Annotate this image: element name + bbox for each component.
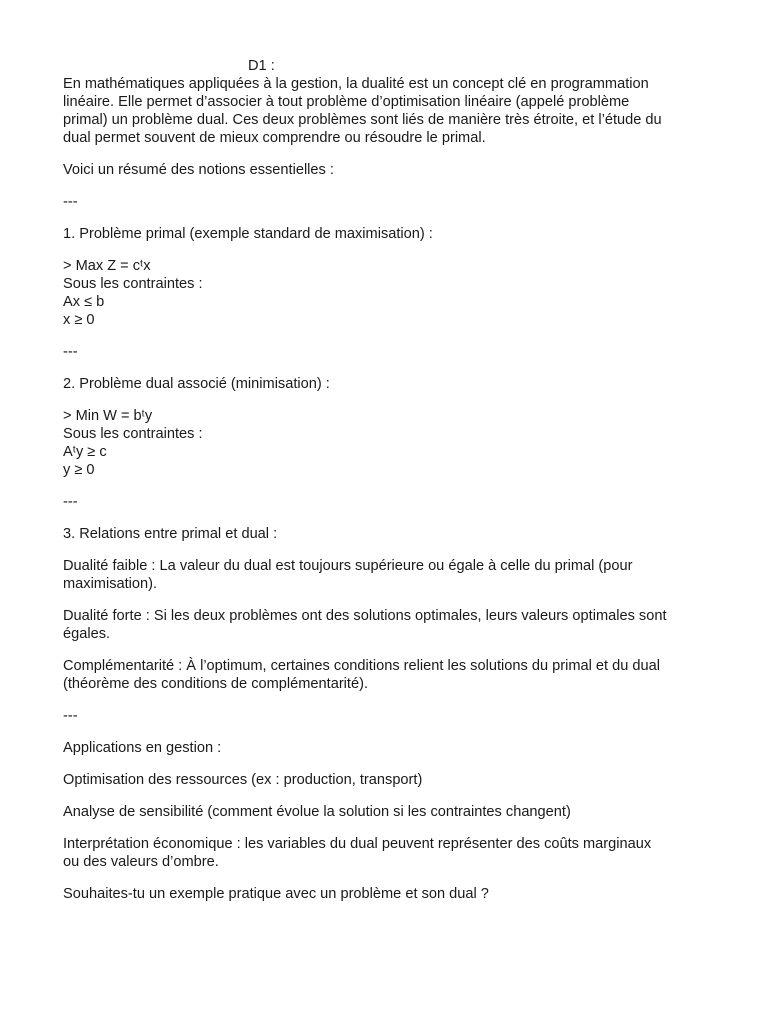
document-heading: D1 :: [248, 58, 275, 74]
application-item: Optimisation des ressources (ex : production, transport): [63, 772, 423, 788]
strong-duality: [63, 607, 723, 643]
application-item-line: Interprétation économique : les variables du dual peuvent représenter des coûts marginaux: [63, 836, 652, 852]
relations-title: 3. Relations entre primal et dual :: [63, 526, 278, 542]
summary-intro: Voici un résumé des notions essentielles :: [63, 162, 334, 178]
document-body: [63, 57, 723, 903]
primal-constraints-label: Sous les contraintes :: [63, 276, 203, 292]
complementarity: [63, 657, 723, 693]
weak-duality: [63, 557, 723, 593]
dual-objective: > Min W = bᵗy: [63, 408, 153, 424]
primal-constraint: Ax ≤ b: [63, 294, 105, 310]
closing-question: Souhaites-tu un exemple pratique avec un problème et son dual ?: [63, 886, 489, 902]
separator: ---: [63, 494, 78, 510]
intro-paragraph: [63, 75, 723, 147]
primal-block: [63, 257, 723, 329]
separator: ---: [63, 194, 78, 210]
dual-constraint: Aᵗy ≥ c: [63, 444, 107, 460]
intro-line: primal) un problème dual. Ces deux problèmes sont liés de manière très étroite, et l’étude du: [63, 112, 662, 128]
weak-duality-line: Dualité faible : La valeur du dual est toujours supérieure ou égale à celle du primal (pour: [63, 558, 633, 574]
dual-constraint: y ≥ 0: [63, 462, 95, 478]
complementarity-line: (théorème des conditions de complémentarité).: [63, 676, 369, 692]
applications-title: Applications en gestion :: [63, 740, 222, 756]
dual-title: 2. Problème dual associé (minimisation) :: [63, 376, 330, 392]
intro-line: dual permet souvent de mieux comprendre ou résoudre le primal.: [63, 130, 486, 146]
intro-line: En mathématiques appliquées à la gestion, la dualité est un concept clé en programmation: [63, 76, 649, 92]
application-item-line: ou des valeurs d’ombre.: [63, 854, 219, 870]
strong-duality-line: Dualité forte : Si les deux problèmes ont des solutions optimales, leurs valeurs optimales sont: [63, 608, 667, 624]
separator: ---: [63, 708, 78, 724]
application-item: [63, 835, 723, 871]
dual-block: [63, 407, 723, 479]
application-item: Analyse de sensibilité (comment évolue la solution si les contraintes changent): [63, 804, 571, 820]
strong-duality-line: égales.: [63, 626, 111, 642]
intro-line: linéaire. Elle permet d’associer à tout problème d’optimisation linéaire (appelé problème: [63, 94, 630, 110]
separator: ---: [63, 344, 78, 360]
primal-objective: > Max Z = cᵗx: [63, 258, 151, 274]
complementarity-line: Complémentarité : À l’optimum, certaines conditions relient les solutions du primal et du dual: [63, 658, 661, 674]
dual-constraints-label: Sous les contraintes :: [63, 426, 203, 442]
primal-constraint: x ≥ 0: [63, 312, 95, 328]
spacer: [63, 57, 723, 75]
weak-duality-line: maximisation).: [63, 576, 158, 592]
primal-title: 1. Problème primal (exemple standard de maximisation) :: [63, 226, 433, 242]
